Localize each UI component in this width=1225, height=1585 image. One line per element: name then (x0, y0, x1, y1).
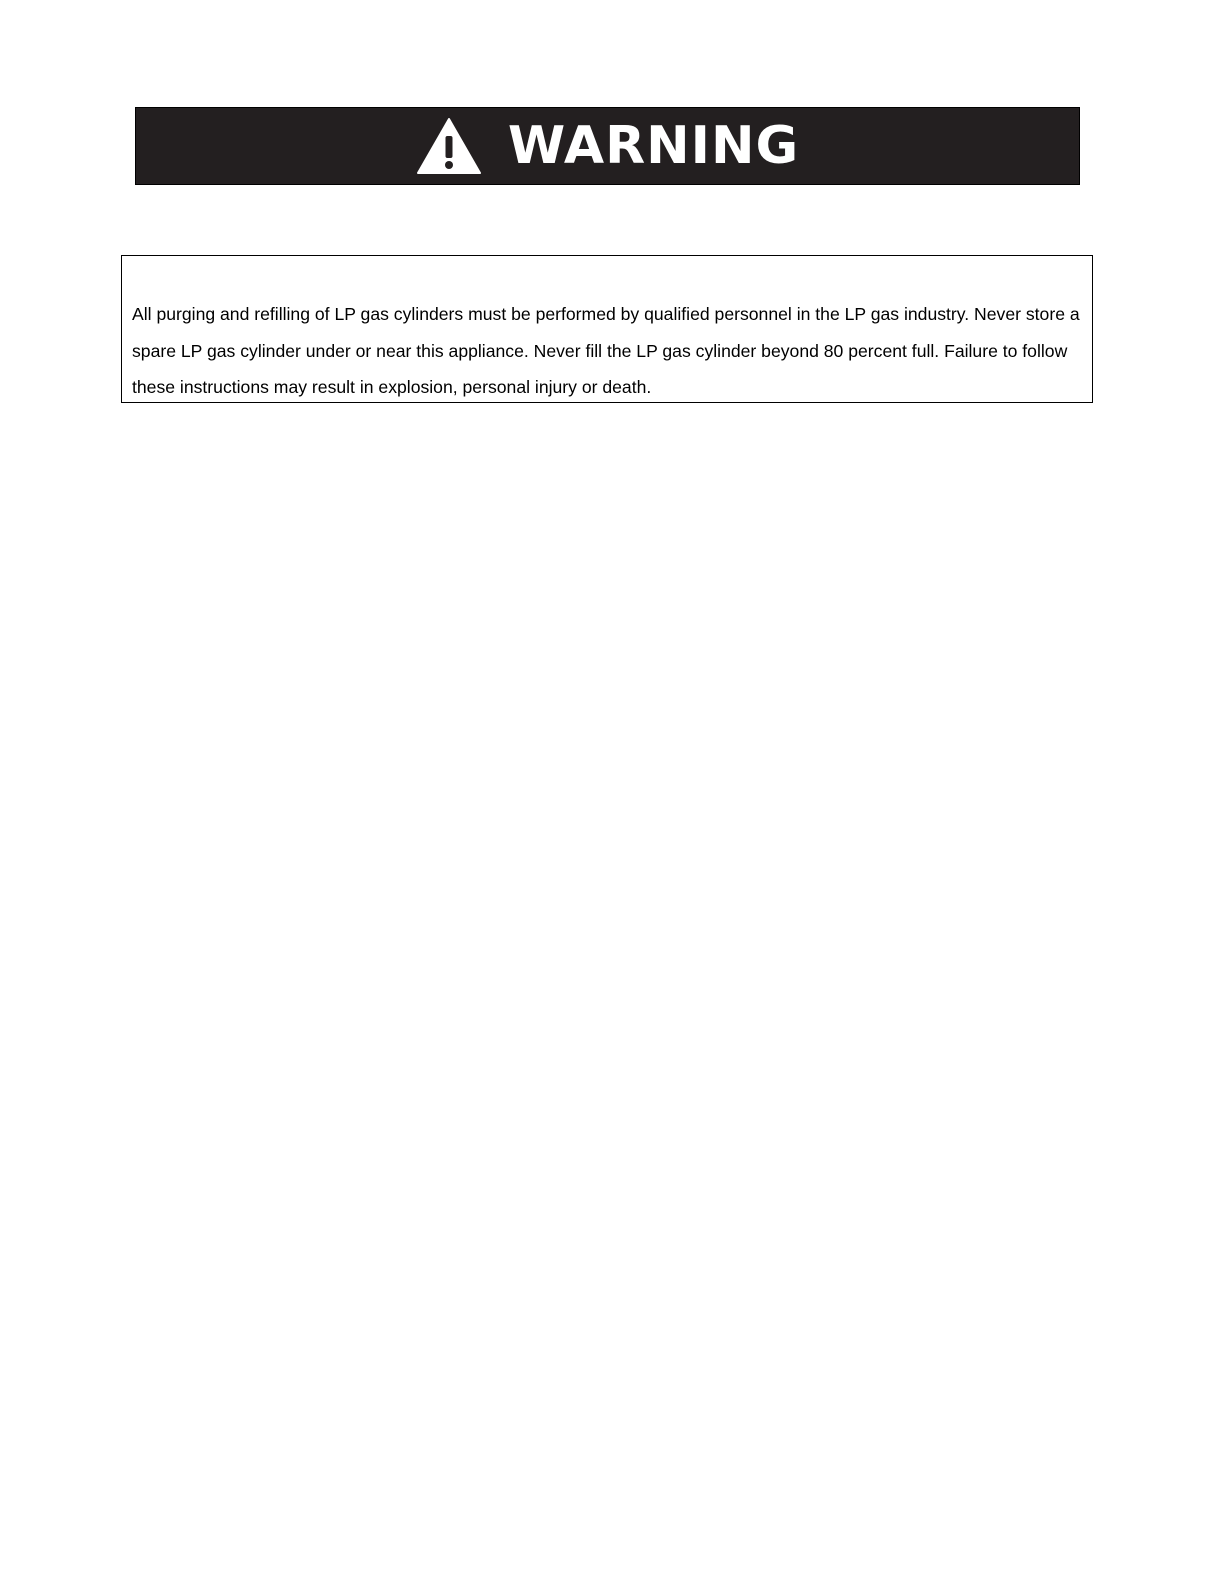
warning-triangle-icon (416, 117, 482, 175)
warning-banner (135, 107, 1080, 185)
warning-message-text: All purging and refilling of LP gas cylinders must be performed by qualified personnel in the LP gas industry. Never store a spare LP gas cylinder under or near this appliance. Never fill the LP gas cylinder beyond 80 percent full. Failure to follow these instructions may result in explosion, personal injury or death. (132, 304, 1080, 397)
warning-message-box (121, 255, 1093, 403)
warning-label: WARNING (507, 116, 800, 176)
